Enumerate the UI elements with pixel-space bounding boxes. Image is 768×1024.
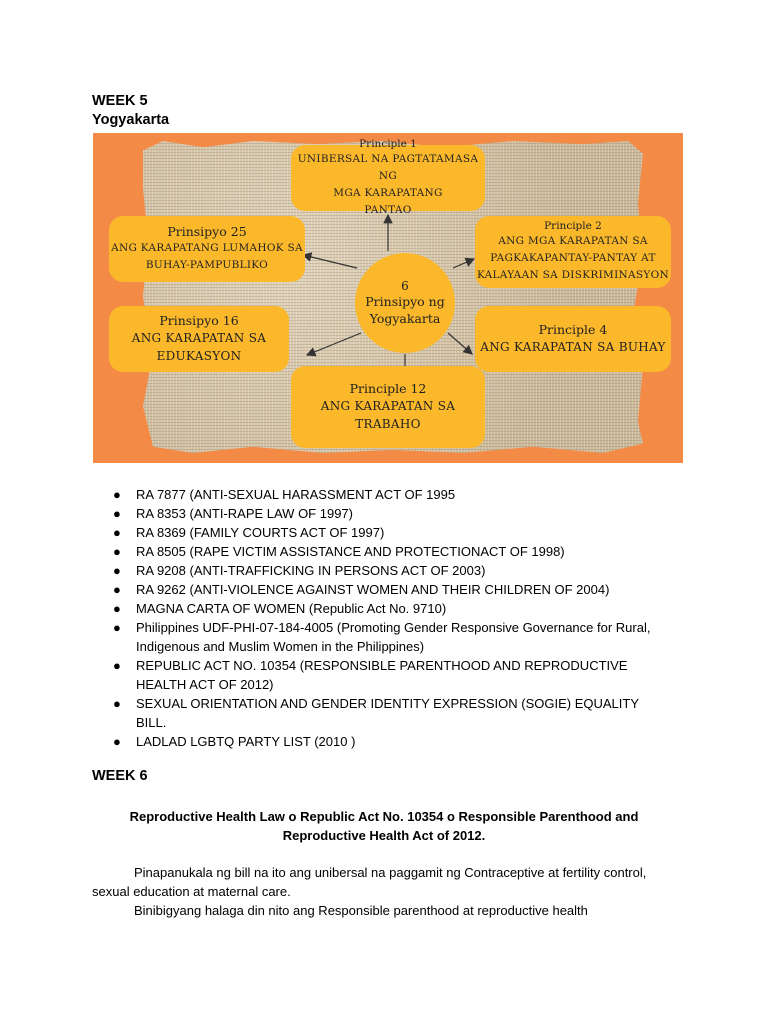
list-item: ● REPUBLIC ACT NO. 10354 (RESPONSIBLE PARENTHOOD AND REPRODUCTIVE HEALTH ACT OF 2012) [113, 658, 628, 692]
list-item: ● RA 7877 (ANTI-SEXUAL HARASSMENT ACT OF 1995 [113, 487, 456, 502]
paragraph: Binibigyang halaga din nito ang Responsible parenthood at reproductive health [134, 903, 588, 918]
law-text: REPUBLIC ACT NO. 10354 (RESPONSIBLE PARENTHOOD AND REPRODUCTIVE HEALTH ACT OF 2012) [136, 658, 628, 692]
principle-25-line-1: ANG KARAPATANG LUMAHOK SA [111, 242, 303, 254]
principle-2-line-1: ANG MGA KARAPATAN SA [498, 235, 648, 247]
center-line-1: Prinsipyo ng [365, 294, 445, 309]
arrow-to-principle-4 [448, 333, 472, 354]
principle-1-box [291, 137, 485, 216]
law-text: RA 9262 (ANTI-VIOLENCE AGAINST WOMEN AND THEIR CHILDREN OF 2004) [136, 582, 610, 597]
principle-16-box [109, 306, 289, 372]
principle-12-box [291, 366, 485, 448]
law-text: SEXUAL ORIENTATION AND GENDER IDENTITY EXPRESSION (SOGIE) EQUALITY BILL. [136, 696, 639, 730]
principle-2-box [475, 216, 671, 288]
arrow-to-principle-16 [307, 333, 361, 355]
law-text: RA 8505 (RAPE VICTIM ASSISTANCE AND PROTECTIONACT OF 1998) [136, 544, 565, 559]
principle-2-line-3: KALAYAAN SA DISKRIMINASYON [476, 269, 670, 281]
principle-1-line-1: UNIBERSAL NA PAGTATAMASA NG [297, 152, 479, 182]
yogyakarta-principles-diagram [93, 133, 683, 463]
law-text: RA 8353 (ANTI-RAPE LAW OF 1997) [136, 506, 353, 521]
list-item: ● MAGNA CARTA OF WOMEN (Republic Act No. 9710) [113, 601, 447, 616]
principle-25-title: Prinsipyo 25 [167, 224, 247, 239]
week-6-heading: WEEK 6 [92, 768, 148, 784]
law-text: RA 8369 (FAMILY COURTS ACT OF 1997) [136, 525, 385, 540]
principle-16-line-2: EDUKASYON [156, 349, 242, 363]
principle-4-box [475, 306, 671, 372]
paragraph: Pinapanukala ng bill na ito ang unibersal na paggamit ng Contraceptive at fertility control, sexual education at maternal care. [92, 865, 647, 899]
list-item: ● RA 8369 (FAMILY COURTS ACT OF 1997) [113, 525, 385, 540]
list-item: ● RA 9208 (ANTI-TRAFFICKING IN PERSONS ACT OF 2003) [113, 563, 486, 578]
list-item: ● LADLAD LGBTQ PARTY LIST (2010 ) [113, 734, 356, 749]
principle-16-line-1: ANG KARAPATAN SA [131, 331, 267, 345]
list-item: ● Philippines UDF-PHI-07-184-4005 (Promoting Gender Responsive Governance for Rural, Indigenous and Muslim Women in the Philippines) [113, 620, 651, 654]
principle-12-title: Principle 12 [349, 381, 427, 396]
law-text: RA 9208 (ANTI-TRAFFICKING IN PERSONS ACT OF 2003) [136, 563, 486, 578]
principle-4-line-1: ANG KARAPATAN SA BUHAY [480, 340, 666, 354]
list-item: ● RA 8353 (ANTI-RAPE LAW OF 1997) [113, 506, 353, 521]
principle-2-line-2: PAGKAKAPANTAY-PANTAY AT [490, 252, 656, 264]
principle-4-title: Principle 4 [538, 322, 608, 337]
principle-16-title: Prinsipyo 16 [159, 313, 239, 328]
list-item: ● RA 8505 (RAPE VICTIM ASSISTANCE AND PROTECTIONACT OF 1998) [113, 544, 565, 559]
yogyakarta-subheading: Yogyakarta [92, 112, 170, 128]
rh-law-title: Reproductive Health Law o Republic Act No. 10354 o Responsible Parenthood and Reproductive Health Act of 2012. [129, 809, 639, 843]
arrow-to-principle-25 [303, 255, 357, 268]
law-text: MAGNA CARTA OF WOMEN (Republic Act No. 9710) [136, 601, 447, 616]
principle-1-title: Principle 1 [359, 137, 417, 150]
list-item: ● RA 9262 (ANTI-VIOLENCE AGAINST WOMEN AND THEIR CHILDREN OF 2004) [113, 582, 610, 597]
principle-1-line-2: MGA KARAPATANG [333, 186, 443, 199]
law-text: Philippines UDF-PHI-07-184-4005 (Promoting Gender Responsive Governance for Rural, Indigenous and Muslim Women in the Philippines) [136, 620, 651, 654]
center-line-2: Yogyakarta [369, 311, 441, 326]
principle-1-line-3: PANTAO [364, 203, 412, 216]
list-item: ● SEXUAL ORIENTATION AND GENDER IDENTITY EXPRESSION (SOGIE) EQUALITY BILL. [113, 696, 639, 730]
laws-list [110, 485, 670, 751]
principle-25-box [109, 216, 305, 282]
law-text: LADLAD LGBTQ PARTY LIST (2010 ) [136, 734, 356, 749]
principle-2-title: Principle 2 [544, 220, 602, 232]
law-text: RA 7877 (ANTI-SEXUAL HARASSMENT ACT OF 1995 [136, 487, 456, 502]
arrow-to-principle-2 [453, 259, 474, 268]
center-circle [355, 253, 455, 353]
principle-12-line-1: ANG KARAPATAN SA TRABAHO [320, 399, 456, 431]
principle-25-line-2: BUHAY-PAMPUBLIKO [145, 259, 269, 271]
center-number: 6 [401, 279, 409, 293]
week-5-heading: WEEK 5 [92, 93, 148, 109]
